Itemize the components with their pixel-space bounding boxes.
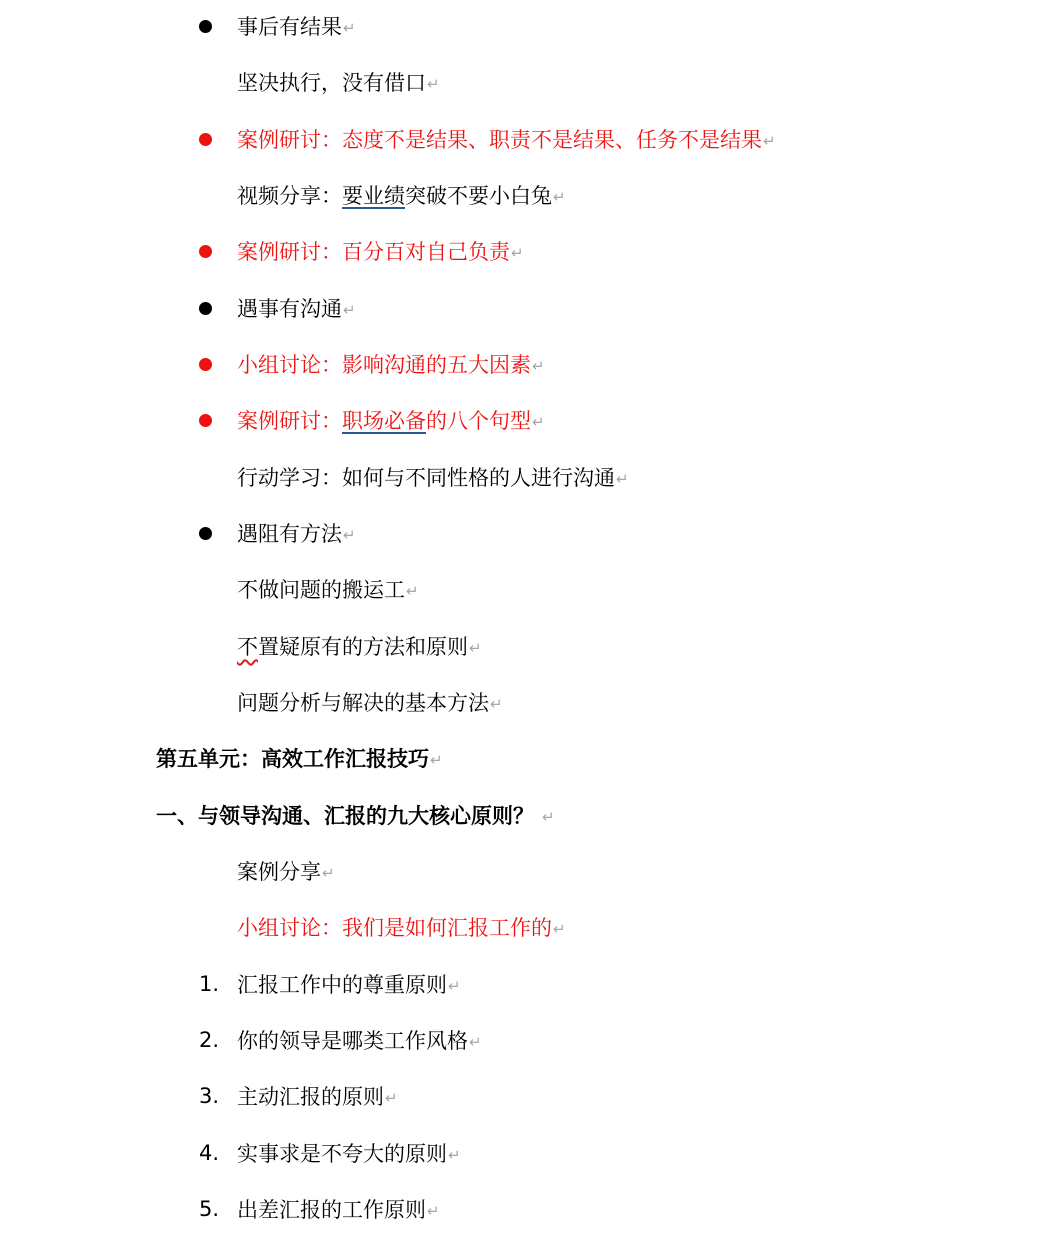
paragraph-mark-icon: ↵ xyxy=(532,413,545,431)
line-text: 遇事有沟通 xyxy=(237,297,342,321)
line-text: 你的领导是哪类工作风格 xyxy=(237,1029,468,1053)
bullet-dot-icon xyxy=(199,358,212,371)
paragraph-mark-icon: ↵ xyxy=(553,920,566,938)
heading-text: 第五单元：高效工作汇报技巧 xyxy=(156,747,429,771)
paragraph-mark-icon: ↵ xyxy=(343,19,356,37)
paragraph-mark-icon: ↵ xyxy=(469,1033,482,1051)
underlined-text: 要业绩 xyxy=(342,184,405,208)
bullet-marker xyxy=(199,402,229,438)
line-text: 实事求是不夸大的原则 xyxy=(237,1142,447,1166)
line-text: 案例研讨：态度不是结果、职责不是结果、任务不是结果 xyxy=(237,128,762,152)
bullet-marker xyxy=(199,346,229,382)
line-text: 遇阻有方法 xyxy=(237,522,342,546)
line-text: 不做问题的搬运工 xyxy=(237,578,405,602)
line-text: 突破不要小白兔 xyxy=(405,184,552,208)
list-number: 5. xyxy=(199,1197,220,1221)
paragraph-mark-icon: ↵ xyxy=(490,695,503,713)
line-text: 事后有结果 xyxy=(237,15,342,39)
bullet-marker xyxy=(199,290,229,326)
bullet-dot-icon xyxy=(199,20,212,33)
list-number: 3. xyxy=(199,1084,220,1108)
line-text: 案例研讨： xyxy=(237,409,342,433)
line-text: 小组讨论：影响沟通的五大因素 xyxy=(237,353,531,377)
paragraph-mark-icon: ↵ xyxy=(469,639,482,657)
line-text: 小组讨论：我们是如何汇报工作的 xyxy=(237,916,552,940)
paragraph-mark-icon: ↵ xyxy=(430,751,443,769)
bullet-dot-icon xyxy=(199,302,212,315)
paragraph-mark-icon: ↵ xyxy=(511,244,524,262)
bullet-marker xyxy=(199,515,229,551)
paragraph-mark-icon: ↵ xyxy=(763,132,776,150)
paragraph-mark-icon: ↵ xyxy=(448,1146,461,1164)
bullet-marker xyxy=(199,8,229,44)
line-text: 案例分享 xyxy=(237,860,321,884)
bullet-dot-icon xyxy=(199,527,212,540)
paragraph-mark-icon: ↵ xyxy=(406,582,419,600)
bullet-dot-icon xyxy=(199,133,212,146)
line-text: 汇报工作中的尊重原则 xyxy=(237,973,447,997)
paragraph-mark-icon: ↵ xyxy=(427,75,440,93)
list-number: 1. xyxy=(199,972,220,996)
paragraph-mark-icon: ↵ xyxy=(616,470,629,488)
paragraph-mark-icon: ↵ xyxy=(427,1202,440,1220)
line-text: 主动汇报的原则 xyxy=(237,1085,384,1109)
line-text: 出差汇报的工作原则 xyxy=(237,1198,426,1222)
line-text: 案例研讨：百分百对自己负责 xyxy=(237,240,510,264)
bullet-marker xyxy=(199,233,229,269)
line-text: 视频分享： xyxy=(237,184,342,208)
paragraph-mark-icon: ↵ xyxy=(448,977,461,995)
line-text: 的八个句型 xyxy=(426,409,531,433)
paragraph-mark-icon: ↵ xyxy=(343,301,356,319)
paragraph-mark-icon: ↵ xyxy=(385,1089,398,1107)
paragraph-mark-icon: ↵ xyxy=(343,526,356,544)
list-number: 2. xyxy=(199,1028,220,1052)
bullet-dot-icon xyxy=(199,245,212,258)
underlined-text: 职场必备 xyxy=(342,409,426,433)
paragraph-mark-icon: ↵ xyxy=(553,188,566,206)
heading-text: 一、与领导沟通、汇报的九大核心原则？ xyxy=(156,804,534,828)
line-text: 置疑原有的方法和原则 xyxy=(258,635,468,659)
line-text: 行动学习：如何与不同性格的人进行沟通 xyxy=(237,466,615,490)
bullet-dot-icon xyxy=(199,414,212,427)
line-text: 问题分析与解决的基本方法 xyxy=(237,691,489,715)
bullet-marker xyxy=(199,121,229,157)
paragraph-mark-icon: ↵ xyxy=(532,357,545,375)
paragraph-mark-icon: ↵ xyxy=(322,864,335,882)
spellcheck-underlined-text: 不 xyxy=(237,635,258,659)
line-text: 坚决执行，没有借口 xyxy=(237,71,426,95)
paragraph-mark-icon: ↵ xyxy=(542,808,555,826)
list-number: 4. xyxy=(199,1141,220,1165)
